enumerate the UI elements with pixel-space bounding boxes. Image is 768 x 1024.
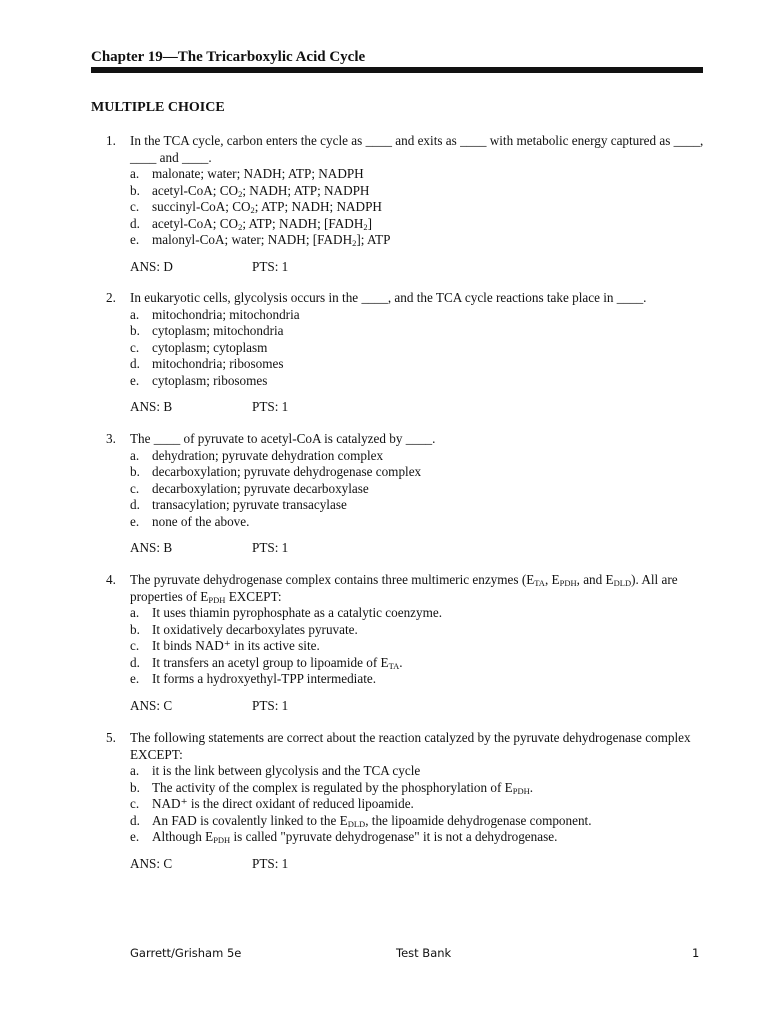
answer-option bbox=[106, 655, 706, 672]
option-letter: d. bbox=[130, 497, 140, 512]
answer-label: ANS: B bbox=[130, 540, 173, 555]
answer-option bbox=[106, 638, 706, 655]
text-run: acetyl-CoA; CO bbox=[152, 182, 239, 198]
text-run: The ____ of pyruvate to acetyl-CoA is catalyzed by ____. bbox=[130, 431, 436, 446]
text-run: cytoplasm; cytoplasm bbox=[152, 339, 268, 355]
answer-label: ANS: B bbox=[130, 399, 173, 414]
answer-option bbox=[106, 323, 706, 340]
text-run: mitochondria; mitochondria bbox=[152, 306, 300, 322]
subscript-text: 2 bbox=[352, 238, 357, 248]
subscript-text: 2 bbox=[250, 205, 255, 215]
answer-option bbox=[106, 514, 706, 531]
option-letter: e. bbox=[130, 671, 140, 686]
subscript-text: PDH bbox=[213, 835, 231, 845]
points-label: PTS: 1 bbox=[252, 855, 289, 871]
text-run: It forms a hydroxyethyl-TPP intermediate. bbox=[152, 671, 377, 686]
question-stem bbox=[106, 133, 706, 166]
answer-key-row bbox=[106, 856, 706, 873]
text-run: malonate; water; NADH; ATP; NADPH bbox=[152, 166, 364, 181]
text-run: succinyl-CoA; CO bbox=[152, 199, 251, 214]
answer-option bbox=[106, 216, 706, 233]
option-letter: a. bbox=[130, 306, 140, 322]
text-run: dehydration; pyruvate dehydration complex bbox=[152, 447, 384, 463]
question-number: 4. bbox=[106, 572, 116, 587]
footer-book-title: Garrett/Grisham 5e bbox=[130, 946, 242, 960]
question-number: 3. bbox=[106, 431, 116, 446]
option-letter: e. bbox=[130, 829, 140, 844]
question-5 bbox=[106, 730, 706, 873]
question-number: 1. bbox=[106, 133, 116, 148]
option-letter: d. bbox=[130, 215, 140, 231]
subscript-text: PDH bbox=[512, 785, 530, 796]
text-run: It uses thiamin pyrophosphate as a catalytic coenzyme. bbox=[152, 605, 443, 620]
option-letter: e. bbox=[130, 513, 140, 529]
option-letter: a. bbox=[130, 166, 140, 181]
option-letter: b. bbox=[130, 182, 140, 198]
option-letter: d. bbox=[130, 356, 140, 371]
subscript-text: 2 bbox=[363, 221, 368, 232]
option-letter: b. bbox=[130, 323, 140, 338]
option-letter: c. bbox=[130, 796, 140, 811]
question-4 bbox=[106, 572, 706, 715]
subscript-text: 2 bbox=[238, 221, 243, 232]
text-run: . bbox=[399, 654, 403, 670]
text-run: EXCEPT: bbox=[225, 588, 282, 604]
page-footer bbox=[0, 946, 768, 962]
page-number: 1 bbox=[692, 946, 700, 960]
points-label: PTS: 1 bbox=[252, 399, 289, 414]
answer-option bbox=[106, 166, 706, 183]
points-label: PTS: 1 bbox=[252, 697, 289, 713]
option-letter: a. bbox=[130, 605, 140, 620]
answer-option bbox=[106, 796, 706, 813]
text-run: ] bbox=[367, 215, 372, 231]
subscript-text: 2 bbox=[238, 188, 243, 199]
text-run: decarboxylation; pyruvate dehydrogenase complex bbox=[152, 464, 422, 479]
text-run: In the TCA cycle, carbon enters the cycle as ____ and exits as ____ with metabolic energy captured as ____, ____ and ____. bbox=[130, 133, 704, 165]
question-stem bbox=[106, 431, 706, 448]
question-stem bbox=[106, 730, 706, 763]
option-letter: a. bbox=[130, 763, 140, 778]
answer-option bbox=[106, 448, 706, 465]
answer-label: ANS: C bbox=[130, 855, 173, 871]
text-run: , E bbox=[544, 572, 560, 587]
option-letter: c. bbox=[130, 339, 140, 355]
text-run: Although E bbox=[152, 829, 214, 844]
answer-option bbox=[106, 183, 706, 200]
answer-option bbox=[106, 356, 706, 373]
answer-option bbox=[106, 671, 706, 688]
option-letter: a. bbox=[130, 447, 140, 463]
question-number: 2. bbox=[106, 290, 116, 305]
text-run: ; NADH; ATP; NADPH bbox=[242, 182, 370, 198]
answer-key-row bbox=[106, 399, 706, 416]
option-letter: e. bbox=[130, 232, 140, 247]
text-run: decarboxylation; pyruvate decarboxylase bbox=[152, 480, 369, 496]
option-letter: d. bbox=[130, 654, 140, 670]
text-run: It binds NAD⁺ in its active site. bbox=[152, 638, 320, 653]
points-label: PTS: 1 bbox=[252, 258, 289, 274]
answer-option bbox=[106, 373, 706, 390]
text-run: ). All are properties of E bbox=[130, 572, 678, 604]
text-run: none of the above. bbox=[152, 513, 250, 529]
question-stem bbox=[106, 572, 706, 605]
answer-option bbox=[106, 622, 706, 639]
option-letter: b. bbox=[130, 621, 140, 637]
answer-option bbox=[106, 199, 706, 216]
answer-option bbox=[106, 232, 706, 249]
answer-key-row bbox=[106, 698, 706, 715]
answer-option bbox=[106, 829, 706, 846]
header-rule bbox=[91, 67, 703, 73]
text-run: is called "pyruvate dehydrogenase" it is not a dehydrogenase. bbox=[230, 829, 558, 844]
text-run: The following statements are correct about the reaction catalyzed by the pyruvate dehydrogenase complex EXCEPT: bbox=[130, 730, 691, 762]
text-run: . bbox=[529, 779, 534, 795]
subscript-text: DLD bbox=[347, 818, 366, 829]
option-letter: d. bbox=[130, 812, 140, 828]
answer-option bbox=[106, 307, 706, 324]
answer-option bbox=[106, 780, 706, 797]
section-title: MULTIPLE CHOICE bbox=[91, 100, 225, 115]
text-run: , and E bbox=[576, 572, 614, 587]
text-run: An FAD is covalently linked to the E bbox=[152, 812, 348, 828]
option-letter: c. bbox=[130, 480, 140, 496]
subscript-text: TA bbox=[534, 578, 545, 588]
text-run: ; ATP; NADH; NADPH bbox=[254, 199, 382, 214]
text-run: NAD⁺ is the direct oxidant of reduced lipoamide. bbox=[152, 796, 414, 811]
answer-option bbox=[106, 340, 706, 357]
text-run: cytoplasm; ribosomes bbox=[152, 372, 268, 388]
text-run: it is the link between glycolysis and the TCA cycle bbox=[152, 763, 421, 778]
subscript-text: TA bbox=[388, 660, 400, 671]
question-3 bbox=[106, 431, 706, 557]
text-run: transacylation; pyruvate transacylase bbox=[152, 497, 347, 512]
text-run: The activity of the complex is regulated by the phosphorylation of E bbox=[152, 779, 513, 795]
text-run: It transfers an acetyl group to lipoamide of E bbox=[152, 654, 389, 670]
option-letter: e. bbox=[130, 372, 140, 388]
text-run: , the lipoamide dehydrogenase component. bbox=[365, 812, 592, 828]
question-stem bbox=[106, 290, 706, 307]
subscript-text: DLD bbox=[613, 578, 632, 588]
subscript-text: PDH bbox=[208, 594, 226, 605]
answer-option bbox=[106, 464, 706, 481]
answer-option bbox=[106, 605, 706, 622]
text-run: mitochondria; ribosomes bbox=[152, 356, 284, 371]
option-letter: c. bbox=[130, 199, 140, 214]
answer-key-row bbox=[106, 259, 706, 276]
answer-option bbox=[106, 813, 706, 830]
points-label: PTS: 1 bbox=[252, 540, 289, 555]
answer-option bbox=[106, 497, 706, 514]
answer-option bbox=[106, 481, 706, 498]
text-run: cytoplasm; mitochondria bbox=[152, 323, 284, 338]
subscript-text: PDH bbox=[559, 578, 577, 588]
footer-section-name: Test Bank bbox=[396, 946, 452, 960]
text-run: ]; ATP bbox=[356, 232, 391, 247]
option-letter: b. bbox=[130, 464, 140, 479]
answer-label: ANS: C bbox=[130, 697, 173, 713]
text-run: The pyruvate dehydrogenase complex contains three multimeric enzymes (E bbox=[130, 572, 535, 587]
text-run: acetyl-CoA; CO bbox=[152, 215, 239, 231]
text-run: It oxidatively decarboxylates pyruvate. bbox=[152, 621, 358, 637]
chapter-title: Chapter 19—The Tricarboxylic Acid Cycle bbox=[91, 49, 366, 65]
page-header bbox=[91, 47, 703, 67]
question-2 bbox=[106, 290, 706, 416]
answer-key-row bbox=[106, 540, 706, 557]
text-run: malonyl-CoA; water; NADH; [FADH bbox=[152, 232, 353, 247]
answer-option bbox=[106, 763, 706, 780]
question-1 bbox=[106, 133, 706, 276]
question-number: 5. bbox=[106, 730, 116, 745]
option-letter: c. bbox=[130, 638, 140, 653]
answer-label: ANS: D bbox=[130, 258, 173, 274]
text-run: ; ATP; NADH; [FADH bbox=[242, 215, 364, 231]
text-run: In eukaryotic cells, glycolysis occurs in the ____, and the TCA cycle reactions take place in ____. bbox=[130, 290, 647, 305]
option-letter: b. bbox=[130, 779, 140, 795]
